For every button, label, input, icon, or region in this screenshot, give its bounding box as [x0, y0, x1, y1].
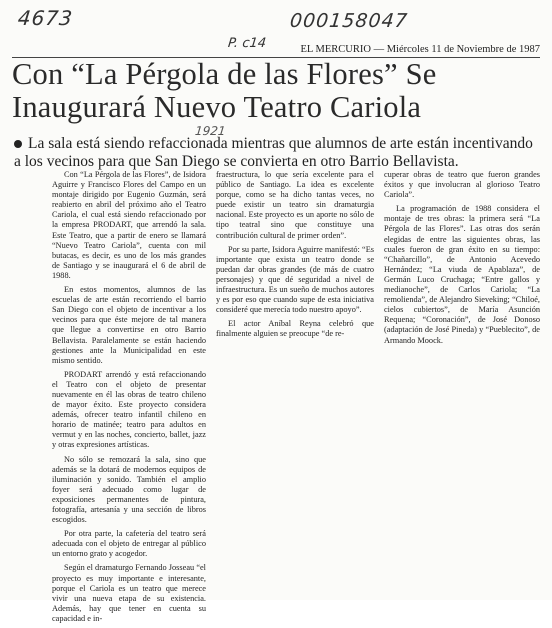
paragraph: El actor Aníbal Reyna celebró que finalmente alguien se preocupe “de re- [216, 319, 374, 339]
article-column-2 [216, 170, 374, 344]
handwritten-year-note: 1921 [194, 124, 227, 138]
handwritten-page-note: P. c14 [227, 36, 267, 51]
paragraph: Con “La Pérgola de las Flores”, de Isidora Aguirre y Francisco Flores del Campo en un montaje dirigido por Eugenio Guzmán, será reabierto en abril del próximo año el Teatro Cariola, el cual está siendo refaccionado por la empresa PRODART, que arrendó la sala. Este Teatro, que a partir de enero se llamará “Nuevo Teatro Cariola”, cuenta con mil butacas, es decir, es uno de los más grandes de Santiago y se inaugurará el 6 de abril de 1988. [52, 170, 206, 280]
paragraph: Por otra parte, la cafetería del teatro será adecuada con el objeto de entregar al público un entorno grato y acogedor. [52, 529, 206, 559]
paragraph: La programación de 1988 considera el montaje de tres obras: la primera será “La Pérgola de las Flores”. Las otras dos serán elegidas de entre las siguientes obras, las cuales fueron de gran éxito en su tiempo: “Chañarcillo”, de Antonio Acevedo Hernández; “La viuda de Apablaza”, de Germán Luco Cruchaga; “Entre gallos y medianoche”, de Carlos Cariola; “La remolienda”, de Alejandro Sieveking; “Chiloé, cielos cubiertos”, de María Asunción Requena; “Coronación”, de José Donoso (adaptación de José Pineda) y “Pueblecito”, de Armando Moock. [384, 204, 540, 345]
lead-text: La sala está siendo refaccionada mientras que alumnos de arte están incentivando a los vecinos para que San Diego se convierta en otro Barrio Bellavista. [14, 135, 533, 170]
handwritten-number: 4673 [16, 6, 75, 30]
paragraph: Según el dramaturgo Fernando Josseau “el proyecto es muy importante e interesante, porque el Cariola es un teatro que merece vivir una nueva etapa de su existencia. Además, hay que tener en cuenta su capacidad e in- [52, 563, 206, 623]
paragraph: En estos momentos, alumnos de las escuelas de arte están recorriendo el barrio San Diego con el objeto de incentivar a los vecinos para que éste mejore de tal manera que llegue a convertirse en otro Barrio Bellavista. Paralelamente se están haciendo gestiones ante la Municipalidad en este mismo sentido. [52, 285, 206, 365]
article-headline [12, 58, 547, 124]
bullet-icon [14, 140, 22, 148]
paragraph: fraestructura, lo que sería excelente para el público de Santiago. La idea es excelente porque, como se ha dicho tantas veces, no puede existir un teatro sin dramaturgia nacional. Este proyecto es un aporte no sólo de tipo teatral sino que constituye una contribución cultural de primer orden”. [216, 170, 374, 240]
paragraph: cuperar obras de teatro que fueron grandes éxitos y que involucran al glorioso Teatro Cariola”. [384, 170, 540, 200]
headline-line-2: Inaugurará Nuevo Teatro Cariola [12, 90, 422, 124]
paragraph: No sólo se remozará la sala, sino que además se la dotará de modernos equipos de iluminación y sonido. También el amplio foyer será adecuado como lugar de exposiciones permanentes de pintura, fotografía, artesanía y una sección de libros escogidos. [52, 454, 206, 525]
article-column-3 [384, 170, 540, 350]
article-column-1 [52, 170, 206, 628]
handwritten-catalog-number: 000158047 [288, 10, 409, 32]
headline-line-1: Con “La Pérgola de las Flores” Se [12, 57, 437, 91]
article-lead [14, 135, 542, 171]
paragraph: PRODART arrendó y está refaccionando el Teatro con el objeto de presentar nuevamente en él las obras de teatro chileno de mayor éxito. Este proyecto considera además, ofrecer teatro infantil chileno en horario de matinée; teatro para adultos en vermut y en las noches, concierto, ballet, jazz y otras expresiones artísticas. [52, 369, 206, 450]
masthead-dateline: EL MERCURIO — Miércoles 11 de Noviembre de 1987 [300, 44, 540, 55]
paragraph: Por su parte, Isidora Aguirre manifestó: “Es importante que exista un teatro donde se puedan dar obras grandes (de más de cuatro personajes) y que dé seguridad a nivel de infraestructura. Es un sueño de muchos autores y es por eso que cuando supe de esta iniciativa consideré que merecía todo nuestro apoyo”. [216, 244, 374, 315]
